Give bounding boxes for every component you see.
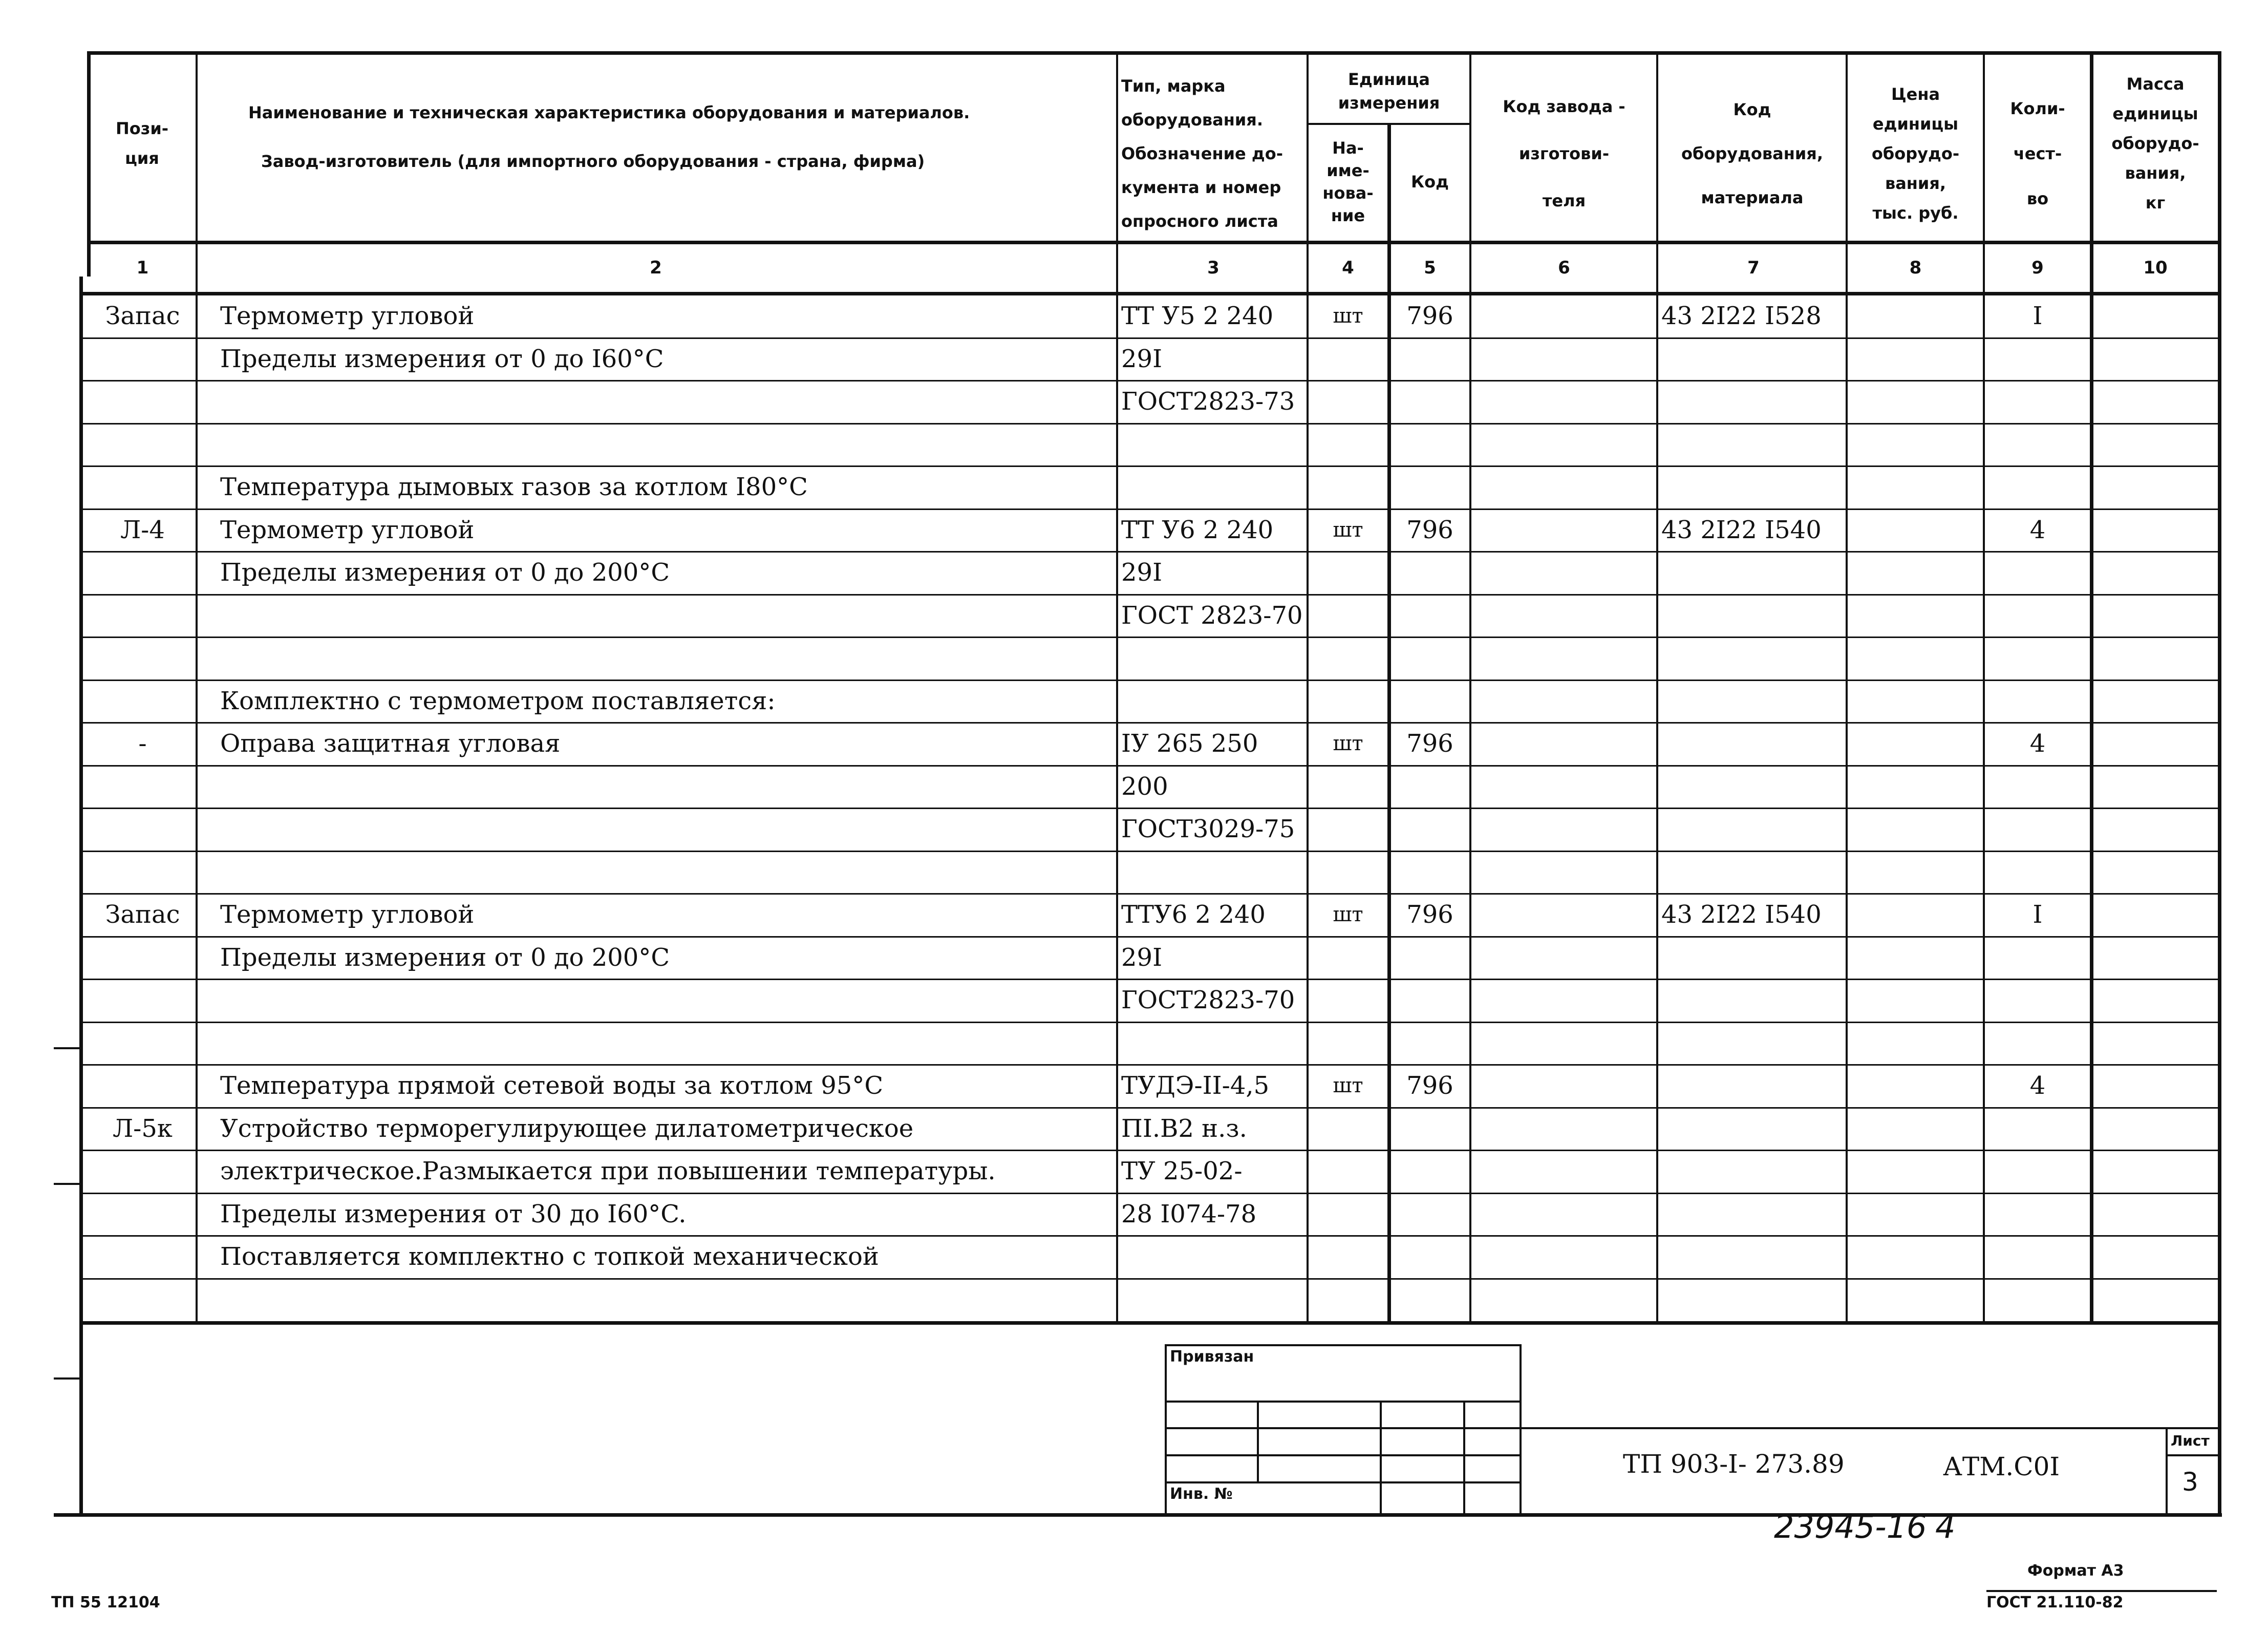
cell-type: ГОСТ3029-75 (1121, 815, 1295, 843)
stamp-line-3 (1165, 1454, 1521, 1456)
margin-tick-1 (54, 1047, 82, 1049)
stamp-line-4 (1165, 1481, 1521, 1483)
cell-code: 796 (1406, 900, 1453, 929)
column-number-1: 1 (136, 258, 149, 278)
header-unit-name: На- име- нова- ние (1322, 138, 1374, 225)
format-label: Формат А3 (2027, 1562, 2124, 1580)
list-box-divider (2166, 1454, 2219, 1456)
row-line (82, 423, 2218, 425)
row-line (82, 465, 2218, 467)
cell-pos: Л-4 (120, 516, 165, 544)
cell-name: Устройство терморегулирующее дилатометрическое (220, 1114, 914, 1143)
privyazan-label: Привязан (1170, 1348, 1254, 1366)
col-sep-2 (1116, 51, 1118, 1324)
column-number-4: 4 (1342, 258, 1354, 278)
header-bottom-line (87, 241, 2219, 244)
margin-tick-2 (54, 1183, 82, 1185)
cell-name: Температура прямой сетевой воды за котлом 95°C (220, 1071, 884, 1100)
stamp-box-top (1165, 1344, 1521, 1346)
row-line (82, 1064, 2218, 1066)
row-line (82, 1235, 2218, 1237)
col-sep-1 (196, 51, 198, 1324)
cell-pos: Запас (105, 900, 180, 929)
header-name-line2: Завод-изготовитель (для импортного оборудования - страна, фирма) (261, 152, 925, 171)
cell-type: ГОСТ2823-73 (1121, 387, 1295, 416)
cell-unit: шт (1333, 518, 1363, 542)
cell-type: ТУ 25-02- (1121, 1157, 1243, 1185)
col-sep-6 (1656, 51, 1658, 1324)
row-line (82, 1278, 2218, 1280)
col-sep-9 (2090, 51, 2093, 1324)
column-number-3: 3 (1207, 258, 1219, 278)
column-number-8: 8 (1909, 258, 1922, 278)
cell-name: Комплектно с термометром поставляется: (220, 687, 776, 715)
cell-type: 200 (1121, 772, 1168, 801)
cell-unit: шт (1333, 304, 1363, 328)
cell-pos: Запас (105, 302, 180, 330)
header-type: Тип, марка оборудования. Обозначение до- кумента и номер опросного листа (1121, 76, 1283, 231)
footer-left-code: ТП 55 12104 (51, 1594, 160, 1611)
cell-code: 796 (1406, 1071, 1453, 1100)
row-line (82, 765, 2218, 767)
handwritten-digit: 4 (1935, 1508, 1956, 1545)
inventory-number-label: Инв. № (1170, 1485, 1233, 1503)
header-position: Пози- ция (115, 119, 169, 168)
header-equipment-code: Код оборудования, материала (1681, 100, 1823, 207)
cell-unit: шт (1333, 1074, 1363, 1097)
cell-equip: 43 2I22 I540 (1661, 516, 1822, 544)
stamp-vline-3 (1463, 1401, 1465, 1513)
cell-pos: - (138, 729, 147, 758)
col-sep-7 (1846, 51, 1848, 1324)
row-line (82, 1193, 2218, 1194)
cell-name: Оправа защитная угловая (220, 729, 561, 758)
column-number-6: 6 (1558, 258, 1570, 278)
footer-rule (1986, 1590, 2217, 1592)
cell-equip: 43 2I22 I540 (1661, 900, 1822, 929)
cell-code: 796 (1406, 302, 1453, 330)
header-unit-code: Код (1411, 172, 1449, 192)
cell-type: 28 I074-78 (1121, 1200, 1257, 1228)
stamp-line-1 (1165, 1401, 1521, 1403)
col-sep-8 (1983, 51, 1985, 1324)
cell-name: Термометр угловой (220, 900, 475, 929)
cell-name: Поставляется комплектно с топкой механической (220, 1242, 879, 1271)
header-quantity: Коли- чест- во (2010, 99, 2065, 208)
row-line (82, 1107, 2218, 1109)
frame-right-line (2218, 51, 2221, 1516)
row-line (82, 893, 2218, 895)
cell-name: Пределы измерения от 0 до 200°C (220, 943, 670, 972)
header-mass: Масса единицы оборудо- вания, кг (2111, 74, 2199, 213)
cell-name: электрическое.Размыкается при повышении температуры. (220, 1157, 996, 1185)
cell-type: ТТУ6 2 240 (1121, 900, 1266, 929)
cell-code: 796 (1406, 729, 1453, 758)
row-line (82, 680, 2218, 681)
cell-equip: 43 2I22 I528 (1661, 302, 1822, 330)
row-line (82, 936, 2218, 938)
row-line (82, 979, 2218, 980)
list-box-left (2166, 1427, 2168, 1514)
column-number-7: 7 (1747, 258, 1760, 278)
cell-type: ТУДЭ-II-4,5 (1121, 1071, 1270, 1100)
cell-type: 29I (1121, 345, 1163, 373)
frame-top-line (87, 51, 2219, 55)
code-box-bottom (1387, 1321, 2094, 1325)
cell-code: 796 (1406, 516, 1453, 544)
stamp-vline-2 (1380, 1401, 1382, 1513)
cell-type: ТТ У6 2 240 (1121, 516, 1274, 544)
titleblock-top-line (1520, 1427, 2218, 1429)
row-line (82, 1022, 2218, 1023)
cell-type: ГОСТ2823-70 (1121, 986, 1295, 1014)
margin-tick-3 (54, 1377, 82, 1380)
standard-label: ГОСТ 21.110-82 (1986, 1594, 2124, 1611)
cell-name: Температура дымовых газов за котлом I80°C (220, 473, 808, 501)
cell-type: 29I (1121, 558, 1163, 587)
header-price: Цена единицы оборудо- вания, тыс. руб. (1871, 84, 1960, 223)
cell-name: Термометр угловой (220, 516, 475, 544)
cell-qty: I (2032, 302, 2043, 330)
col-sep-3 (1307, 51, 1309, 1324)
row-line (82, 808, 2218, 809)
sheet-code: АТМ.С0I (1943, 1452, 2060, 1481)
cell-pos: Л-5к (113, 1114, 173, 1143)
cell-qty: I (2032, 900, 2043, 929)
cell-unit: шт (1333, 732, 1363, 755)
column-number-5: 5 (1424, 258, 1436, 278)
frame-left-line-lower (79, 277, 83, 1516)
column-number-10: 10 (2143, 258, 2168, 278)
header-manufacturer-code: Код завода - изготови- теля (1503, 97, 1625, 210)
row-line (82, 508, 2218, 510)
cell-type: ТТ У5 2 240 (1121, 302, 1274, 330)
header-unit-group: Единица измерения (1338, 70, 1440, 113)
cell-type: IУ 265 250 (1121, 729, 1258, 758)
cell-name: Пределы измерения от 30 до I60°C. (220, 1200, 687, 1228)
cell-name: Пределы измерения от 0 до I60°C (220, 345, 664, 373)
stamp-vline-1 (1257, 1401, 1259, 1481)
row-line (82, 637, 2218, 638)
row-line (82, 380, 2218, 381)
cell-unit: шт (1333, 903, 1363, 926)
row-line (82, 337, 2218, 339)
handwritten-number: 23945-16 (1774, 1508, 1927, 1545)
cell-type: ГОСТ 2823-70 (1121, 601, 1303, 630)
cell-name: Термометр угловой (220, 302, 475, 330)
cell-type: ПI.В2 н.з. (1121, 1114, 1247, 1143)
document-code: ТП 903-I- 273.89 (1623, 1449, 1845, 1479)
list-label: Лист (2171, 1432, 2210, 1449)
cell-qty: 4 (2029, 1071, 2046, 1100)
number-row-bottom-line (79, 292, 2219, 295)
cell-qty: 4 (2029, 516, 2046, 544)
cell-name: Пределы измерения от 0 до 200°C (220, 558, 670, 587)
row-line (82, 551, 2218, 553)
row-line (82, 1150, 2218, 1151)
stamp-line-2 (1165, 1427, 1521, 1429)
cell-qty: 4 (2029, 729, 2046, 758)
cell-type: 29I (1121, 943, 1163, 972)
column-number-9: 9 (2031, 258, 2044, 278)
list-number: 3 (2182, 1467, 2198, 1497)
header-name-line1: Наименование и техническая характеристика оборудования и материалов. (248, 103, 970, 122)
row-line (82, 851, 2218, 852)
column-number-2: 2 (650, 258, 662, 278)
row-line (82, 594, 2218, 596)
row-line (82, 722, 2218, 724)
col-sep-5 (1469, 51, 1471, 1324)
unit-group-line (1307, 123, 1469, 125)
